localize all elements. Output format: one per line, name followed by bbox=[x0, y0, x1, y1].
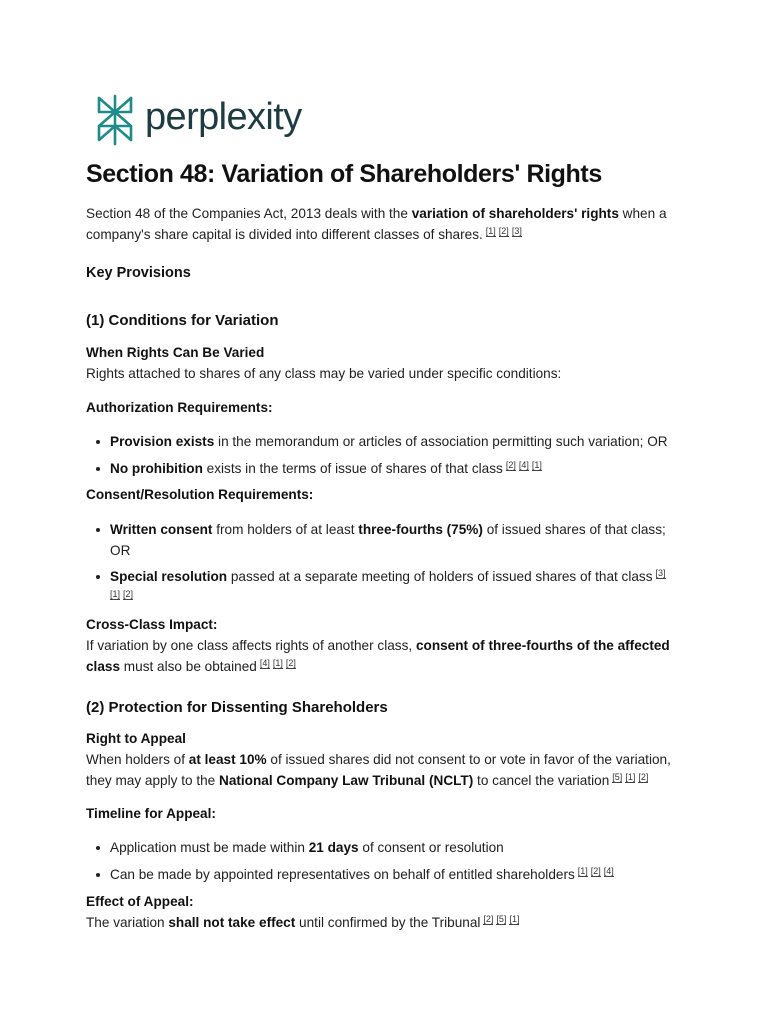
key-provisions-heading: Key Provisions bbox=[86, 265, 191, 281]
citation-link[interactable]: [4] bbox=[518, 460, 529, 470]
citation-link[interactable]: [2] bbox=[498, 226, 509, 236]
intro-paragraph: Section 48 of the Companies Act, 2013 deals with the variation of shareholders' rights when a company's share capital is divided into different classes of shares. [1] [2] [3] bbox=[86, 206, 667, 242]
citation-link[interactable]: [3] bbox=[511, 226, 522, 236]
list-item: No prohibition exists in the terms of issue of shares of that class [2] [4] [1] bbox=[86, 458, 686, 479]
logo-wordmark: perplexity bbox=[145, 96, 302, 138]
citation-link[interactable]: [2] bbox=[505, 460, 516, 470]
timeline-list bbox=[86, 837, 686, 885]
perplexity-logo bbox=[94, 94, 302, 146]
citation-link[interactable]: [1] bbox=[509, 914, 520, 924]
list-item: Can be made by appointed representatives on behalf of entitled shareholders [1] [2] [4] bbox=[86, 864, 686, 885]
list-item: Written consent from holders of at least three-fourths (75%) of issued shares of that class; OR bbox=[86, 519, 686, 561]
right-to-appeal-heading: Right to Appeal bbox=[86, 731, 186, 746]
citation-link[interactable]: [2] bbox=[285, 658, 296, 668]
cross-class-heading: Cross-Class Impact: bbox=[86, 617, 218, 632]
authorization-heading: Authorization Requirements: bbox=[86, 400, 273, 415]
page-title: Section 48: Variation of Shareholders' Rights bbox=[86, 160, 602, 188]
citation-link[interactable]: [2] bbox=[590, 866, 601, 876]
section-2-heading: (2) Protection for Dissenting Shareholders bbox=[86, 699, 388, 716]
right-to-appeal-text: When holders of at least 10% of issued shares did not consent to or vote in favor of the variation, they may apply to the National Company Law Tribunal (NCLT) to cancel the variation [5] [1] [2] bbox=[86, 752, 671, 788]
citation-link[interactable]: [4] bbox=[603, 866, 614, 876]
citation-link[interactable]: [1] bbox=[272, 658, 283, 668]
effect-text: The variation shall not take effect until confirmed by the Tribunal [2] [5] [1] bbox=[86, 914, 520, 930]
citation-link[interactable]: [1] bbox=[531, 460, 542, 470]
when-rights-text: Rights attached to shares of any class may be varied under specific conditions: bbox=[86, 366, 562, 381]
citation-link[interactable]: [1] bbox=[625, 772, 636, 782]
perplexity-mark-icon bbox=[94, 94, 136, 146]
citation-link[interactable]: [3] bbox=[655, 568, 666, 578]
when-rights-heading: When Rights Can Be Varied bbox=[86, 345, 265, 360]
list-item: Provision exists in the memorandum or articles of association permitting such variation; OR bbox=[86, 431, 686, 452]
list-item: Special resolution passed at a separate meeting of holders of issued shares of that class [3] [1] [2] bbox=[86, 566, 686, 608]
effect-heading: Effect of Appeal: bbox=[86, 894, 194, 909]
consent-heading: Consent/Resolution Requirements: bbox=[86, 487, 314, 502]
citation-link[interactable]: [5] bbox=[496, 914, 507, 924]
authorization-list bbox=[86, 431, 686, 479]
citation-link[interactable]: [1] bbox=[110, 589, 121, 599]
citation-link[interactable]: [1] bbox=[577, 866, 588, 876]
list-item: Application must be made within 21 days of consent or resolution bbox=[86, 837, 686, 858]
citation-link[interactable]: [4] bbox=[259, 658, 270, 668]
cross-class-text: If variation by one class affects rights of another class, consent of three-fourths of the affected class must also be obtained [4] [1] [2] bbox=[86, 638, 670, 674]
citation-link[interactable]: [2] bbox=[123, 589, 134, 599]
section-1-heading: (1) Conditions for Variation bbox=[86, 312, 279, 329]
consent-list bbox=[86, 519, 686, 608]
citation-link[interactable]: [2] bbox=[638, 772, 649, 782]
citation-link[interactable]: [5] bbox=[612, 772, 623, 782]
timeline-heading: Timeline for Appeal: bbox=[86, 806, 216, 821]
citation-link[interactable]: [2] bbox=[483, 914, 494, 924]
citation-link[interactable]: [1] bbox=[485, 226, 496, 236]
